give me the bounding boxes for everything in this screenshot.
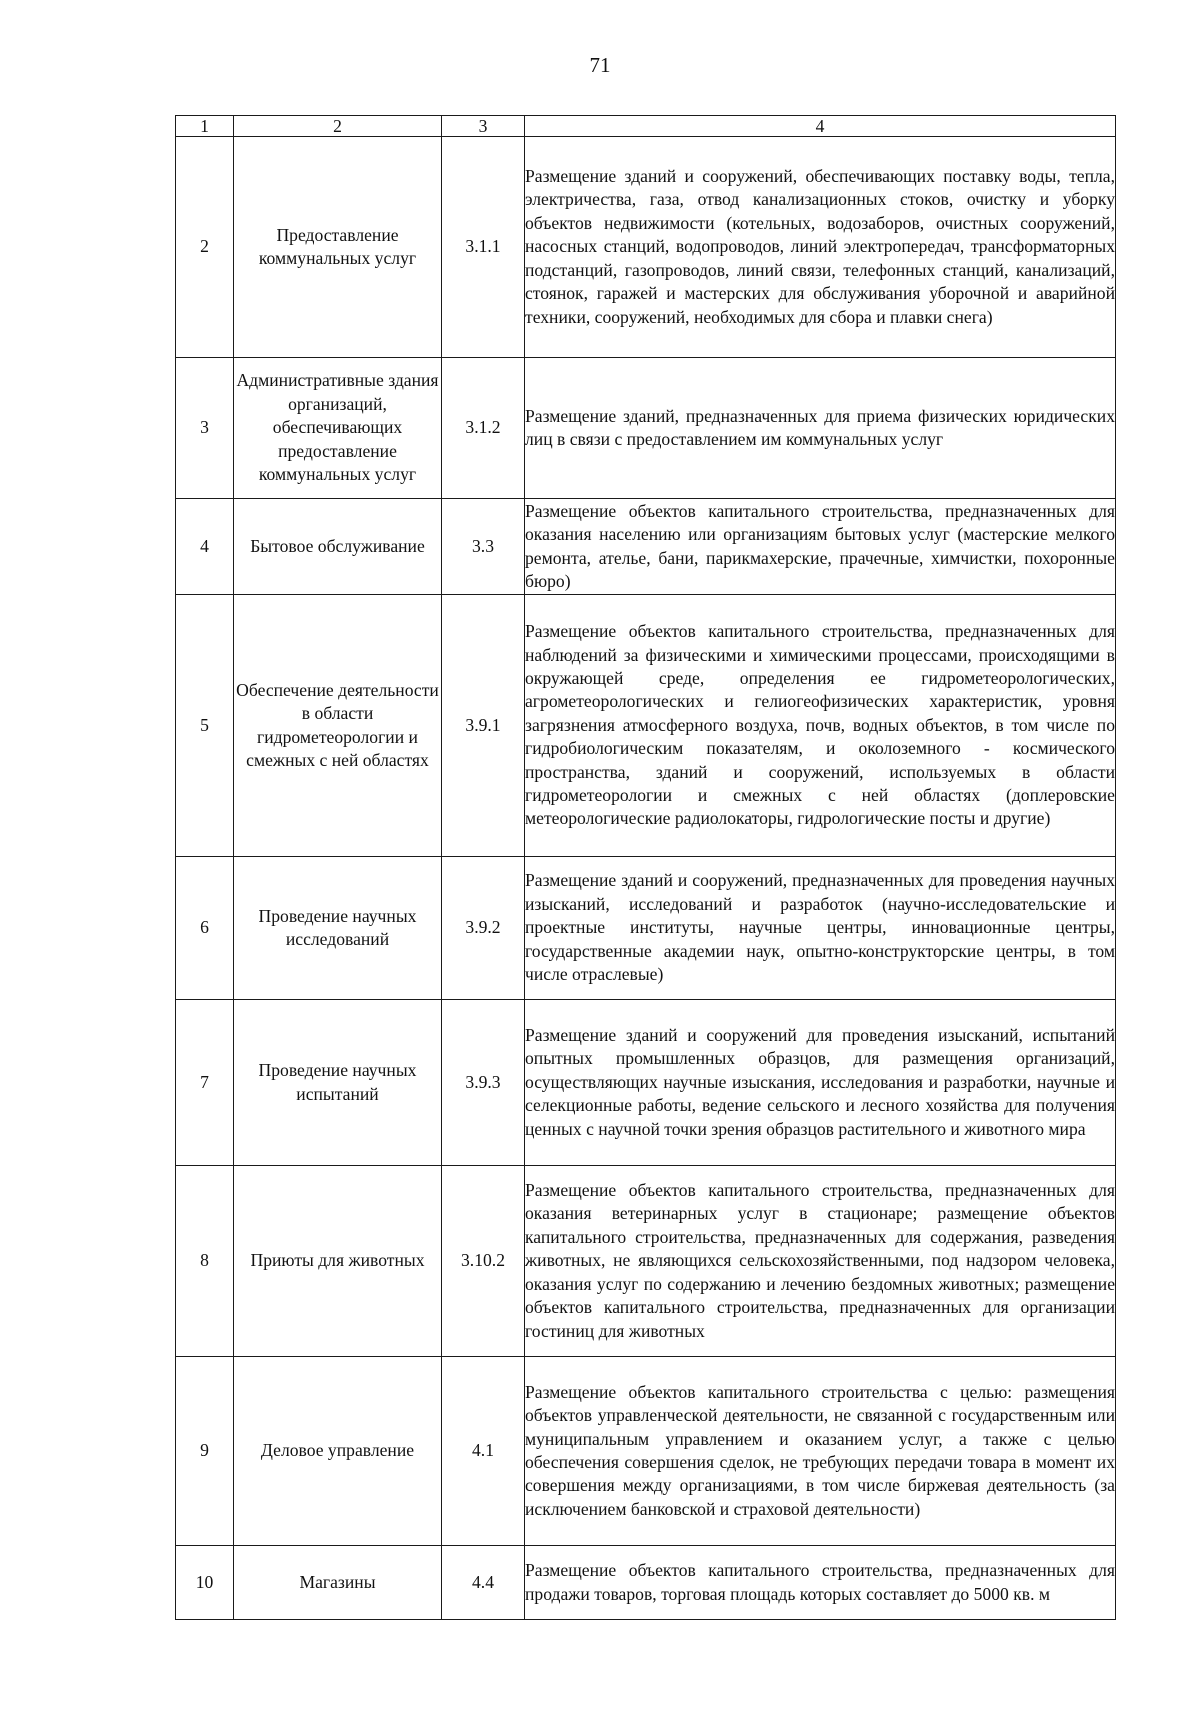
table-row (176, 358, 1116, 499)
land-use-code: 3.9.2 (442, 857, 525, 1000)
table-row (176, 499, 1116, 595)
table-row (176, 595, 1116, 857)
land-use-code: 3.10.2 (442, 1166, 525, 1357)
land-use-code: 4.4 (442, 1546, 525, 1620)
land-use-name: Обеспечение деятельности в области гидрометеорологии и смежных с ней областях (234, 595, 442, 857)
table-row (176, 137, 1116, 358)
row-number: 6 (176, 857, 234, 1000)
land-use-name: Бытовое обслуживание (234, 499, 442, 595)
row-number: 9 (176, 1357, 234, 1546)
table-row (176, 1546, 1116, 1620)
table-row (176, 857, 1116, 1000)
land-use-description: Размещение объектов капитального строительства, предназначенных для оказания населению или организациям бытовых услуг (мастерские мелкого ремонта, ателье, бани, парикмахерские, прачечные, химчистки, похоронные бюро) (525, 499, 1116, 595)
column-number-3: 3 (442, 116, 525, 137)
row-number: 5 (176, 595, 234, 857)
land-use-description: Размещение объектов капитального строительства, предназначенных для продажи товаров, торговая площадь которых составляет до 5000 кв. м (525, 1546, 1116, 1620)
table-row (176, 1000, 1116, 1166)
land-use-name: Деловое управление (234, 1357, 442, 1546)
table-row (176, 1166, 1116, 1357)
row-number: 4 (176, 499, 234, 595)
row-number: 2 (176, 137, 234, 358)
land-use-description: Размещение объектов капитального строительства, предназначенных для оказания ветеринарных услуг в стационаре; размещение объектов капитального строительства, предназначенных для содержания, разведения животных, не являющихся сельскохозяйственными, под надзором человека, оказания услуг по содержанию и лечению бездомных животных; размещение объектов капитального строительства, предназначенных для организации гостиниц для животных (525, 1166, 1116, 1357)
land-use-name: Административные здания организаций, обеспечивающих предоставление коммунальных услуг (234, 358, 442, 499)
page-number: 71 (589, 53, 611, 77)
land-use-code: 3.1.1 (442, 137, 525, 358)
land-use-name: Предоставление коммунальных услуг (234, 137, 442, 358)
land-use-description: Размещение зданий, предназначенных для приема физических юридических лиц в связи с предоставлением им коммунальных услуг (525, 358, 1116, 499)
land-use-code: 3.1.2 (442, 358, 525, 499)
row-number: 8 (176, 1166, 234, 1357)
column-number-2: 2 (234, 116, 442, 137)
land-use-description: Размещение зданий и сооружений для проведения изысканий, испытаний опытных промышленных образцов, для размещения организаций, осуществляющих научные изыскания, исследования и разработки, научные и селекционные работы, ведение сельского и лесного хозяйства для получения ценных с научной точки зрения образцов растительного и животного мира (525, 1000, 1116, 1166)
land-use-code: 3.9.1 (442, 595, 525, 857)
table-row (176, 1357, 1116, 1546)
land-use-description: Размещение зданий и сооружений, предназначенных для проведения научных изысканий, исследований и разработок (научно-исследовательские и проектные институты, научные центры, инновационные центры, государственные академии наук, опытно-конструкторские центры, в том числе отраслевые) (525, 857, 1116, 1000)
table-header-row (176, 116, 1116, 137)
row-number: 10 (176, 1546, 234, 1620)
row-number: 3 (176, 358, 234, 499)
land-use-code: 4.1 (442, 1357, 525, 1546)
column-number-1: 1 (176, 116, 234, 137)
land-use-description: Размещение объектов капитального строительства, предназначенных для наблюдений за физическими и химическими процессами, происходящими в окружающей среде, определения ее гидрометеорологических, агрометеорологических и гелиогеофизических характеристик, уровня загрязнения атмосферного воздуха, почв, водных объектов, в том числе по гидробиологическим показателям, и околоземного - космического пространства, зданий и сооружений, используемых в области гидрометеорологии и смежных с ней областях (доплеровские метеорологические радиолокаторы, гидрологические посты и другие) (525, 595, 1116, 857)
land-use-description: Размещение зданий и сооружений, обеспечивающих поставку воды, тепла, электричества, газа, отвод канализационных стоков, очистку и уборку объектов недвижимости (котельных, водозаборов, очистных сооружений, насосных станций, водопроводов, линий электропередач, трансформаторных подстанций, газопроводов, линий связи, телефонных станций, канализаций, стоянок, гаражей и мастерских для обслуживания уборочной и аварийной техники, сооружений, необходимых для сбора и плавки снега) (525, 137, 1116, 358)
row-number: 7 (176, 1000, 234, 1166)
land-use-name: Приюты для животных (234, 1166, 442, 1357)
land-use-code: 3.3 (442, 499, 525, 595)
land-use-name: Проведение научных исследований (234, 857, 442, 1000)
land-use-table (175, 115, 1116, 1620)
land-use-description: Размещение объектов капитального строительства с целью: размещения объектов управленческой деятельности, не связанной с государственным или муниципальным управлением и оказанием услуг, а также с целью обеспечения совершения сделок, не требующих передачи товара в момент их совершения между организациями, в том числе биржевая деятельность (за исключением банковской и страховой деятельности) (525, 1357, 1116, 1546)
column-number-4: 4 (525, 116, 1116, 137)
land-use-name: Проведение научных испытаний (234, 1000, 442, 1166)
land-use-code: 3.9.3 (442, 1000, 525, 1166)
land-use-name: Магазины (234, 1546, 442, 1620)
